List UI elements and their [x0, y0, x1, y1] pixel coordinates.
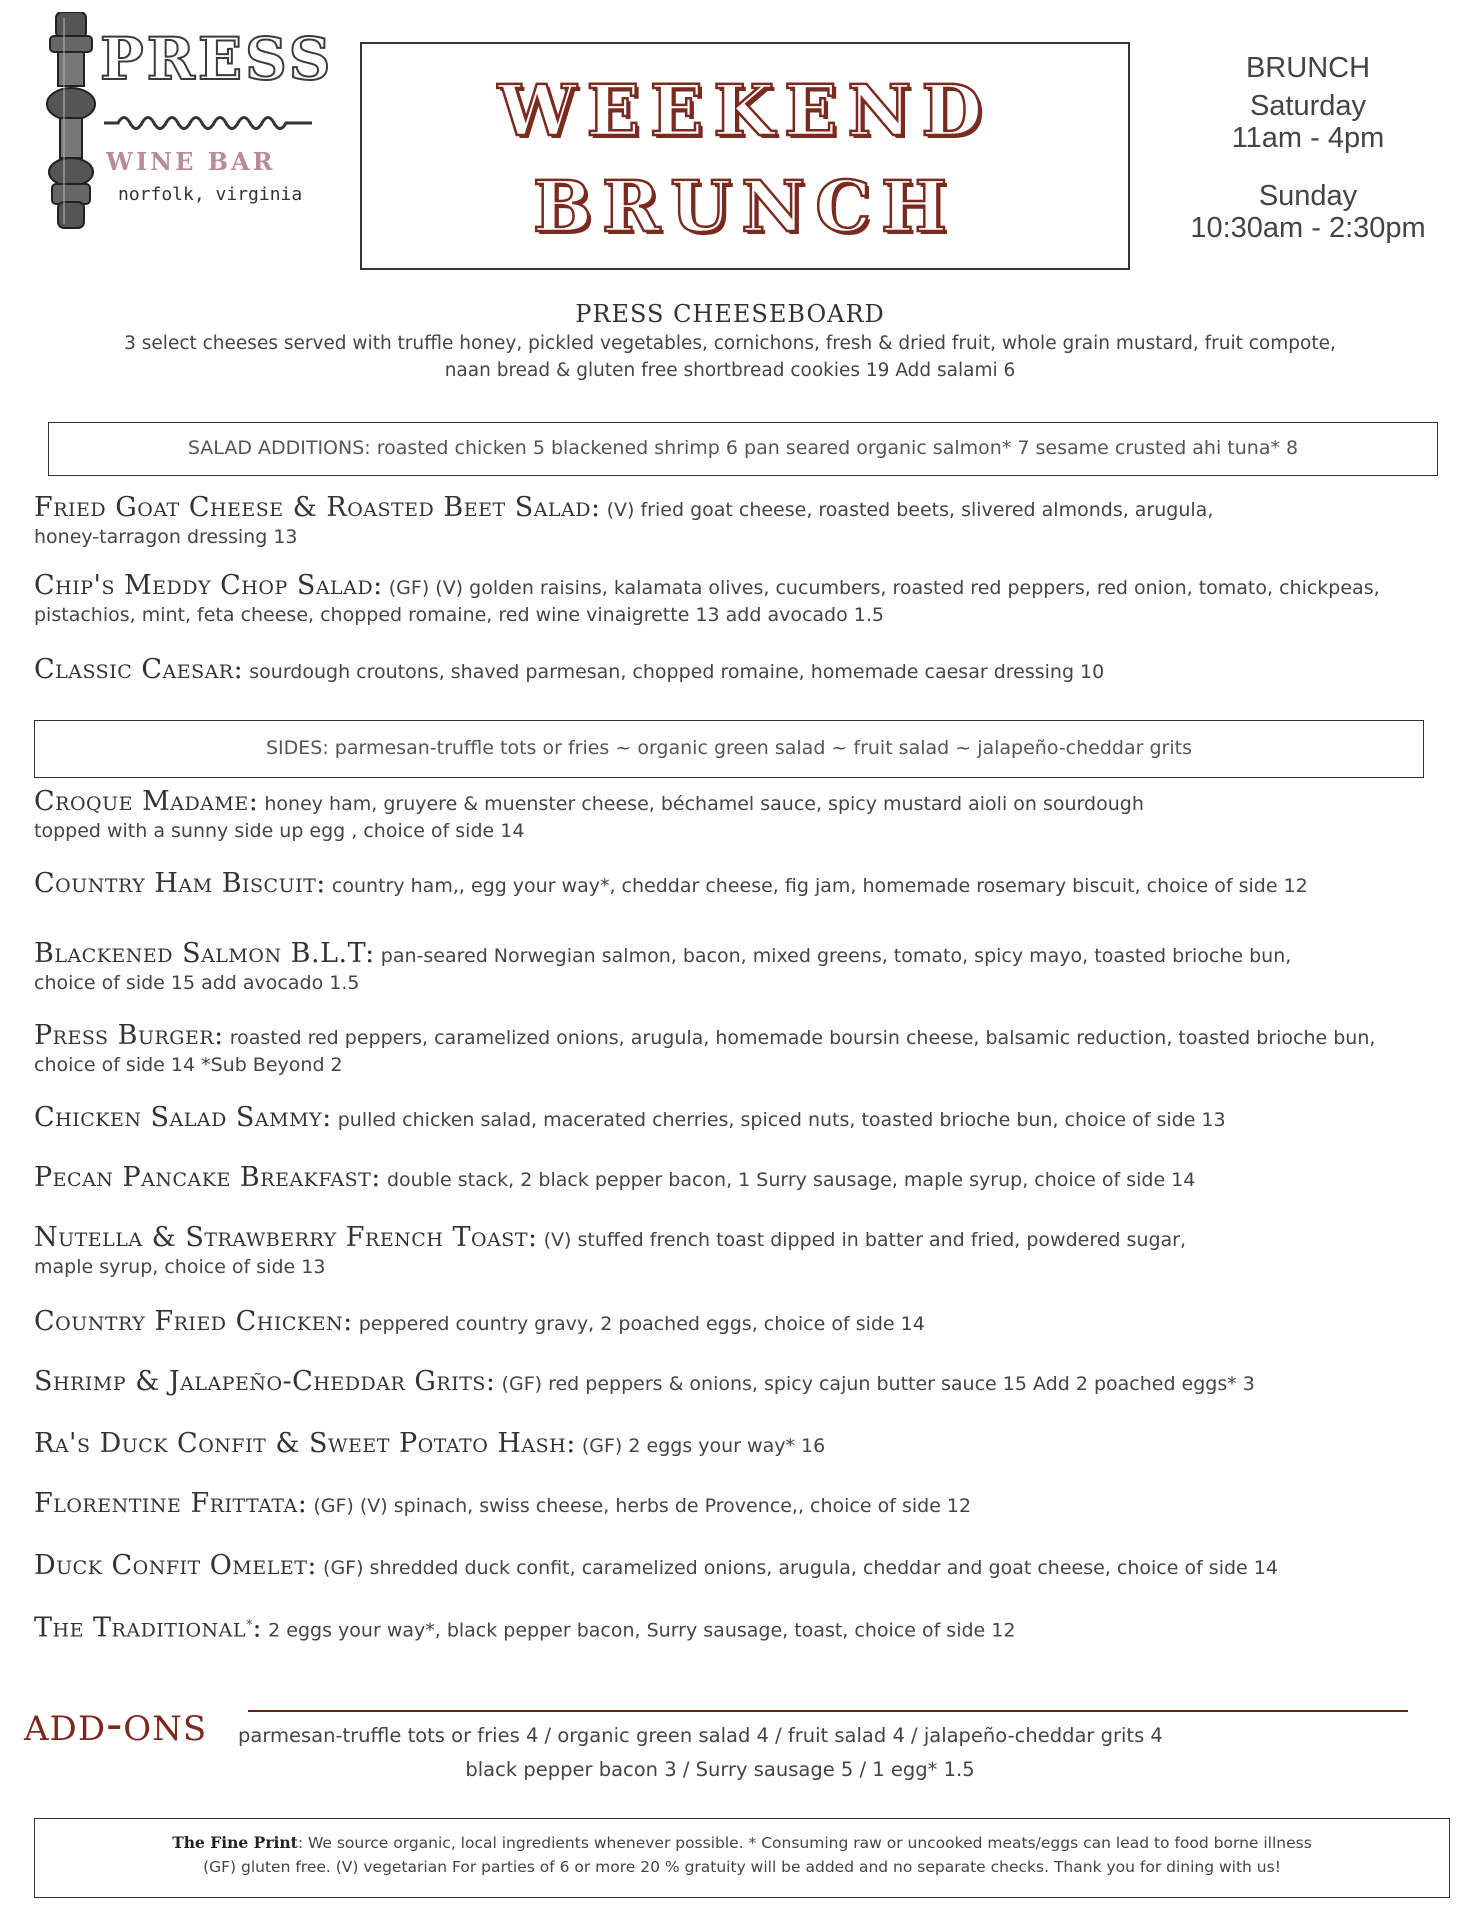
- menu-item-description: roasted red peppers, caramelized onions, arugula, homemade boursin cheese, balsamic reduction, toasted brioche bun,: [223, 1027, 1376, 1049]
- hours-time-sunday: 10:30am - 2:30pm: [1190, 212, 1426, 244]
- menu-item-description: maple syrup, choice of side 13: [34, 1256, 326, 1278]
- menu-item: [34, 572, 1454, 629]
- logo-location: norfolk, virginia: [118, 184, 303, 205]
- fine-print-box: [34, 1818, 1450, 1898]
- logo-wine-bar: WINE BAR: [106, 147, 276, 176]
- cheeseboard-line: 3 select cheeses served with truffle honey, pickled vegetables, cornichons, fresh & dried fruit, whole grain mustard, fruit compote,: [124, 333, 1336, 354]
- fine-print-line: (GF) gluten free. (V) vegetarian For parties of 6 or more 20 % gratuity will be added and no separate checks. Thank you for dining with us!: [203, 1858, 1281, 1876]
- menu-item-name: Croque Madame:: [34, 786, 259, 817]
- menu-item: [34, 1368, 1454, 1398]
- menu-item-name: Press Burger:: [34, 1020, 224, 1051]
- menu-item-description: 2 eggs your way*, black pepper bacon, Surry sausage, toast, choice of side 12: [262, 1619, 1016, 1642]
- addons-line: parmesan-truffle tots or fries 4 / organic green salad 4 / fruit salad 4 / jalapeño-cheddar grits 4: [238, 1724, 1163, 1747]
- cheeseboard-description: [40, 330, 1420, 384]
- menu-item: [34, 870, 1454, 900]
- menu-item-description: (GF) shredded duck confit, caramelized onions, arugula, cheddar and goat cheese, choice of side 14: [317, 1557, 1278, 1579]
- menu-item-colon: :: [252, 1612, 263, 1644]
- menu-item-name: Nutella & Strawberry French Toast:: [34, 1222, 538, 1253]
- menu-item: [34, 494, 1454, 551]
- title-weekend: WEEKEND: [497, 69, 993, 152]
- hours-day-sunday: Sunday: [1258, 180, 1358, 212]
- menu-item: [34, 940, 1454, 997]
- fine-print-line: [35, 1831, 1449, 1855]
- menu-item-description: pistachios, mint, feta cheese, chopped romaine, red wine vinaigrette 13 add avocado 1.5: [34, 604, 884, 626]
- menu-item-name: Chicken Salad Sammy:: [34, 1102, 332, 1133]
- menu-item: [34, 1164, 1454, 1194]
- cheeseboard-title: PRESS CHEESEBOARD: [575, 300, 885, 328]
- menu-item: [34, 1308, 1454, 1338]
- menu-item-description: pulled chicken salad, macerated cherries, spiced nuts, toasted brioche bun, choice of side 13: [331, 1109, 1226, 1131]
- addons-line: black pepper bacon 3 / Surry sausage 5 / 1 egg* 1.5: [465, 1758, 975, 1781]
- menu-item-description: peppered country gravy, 2 poached eggs, choice of side 14: [352, 1313, 925, 1335]
- corkscrew-logo-icon: [36, 12, 106, 230]
- menu-item-description: honey ham, gruyere & muenster cheese, béchamel sauce, spicy mustard aioli on sourdough: [258, 793, 1144, 815]
- menu-item-name: Country Ham Biscuit:: [34, 868, 326, 899]
- cheeseboard-line: naan bread & gluten free shortbread cookies 19 Add salami 6: [444, 360, 1016, 381]
- menu-item-description: (V) fried goat cheese, roasted beets, slivered almonds, arugula,: [600, 499, 1214, 521]
- menu-item-description: pan-seared Norwegian salmon, bacon, mixed greens, tomato, spicy mayo, toasted brioche bun,: [374, 945, 1292, 967]
- menu-item: [34, 1430, 1454, 1460]
- menu-item-description: topped with a sunny side up egg , choice of side 14: [34, 820, 525, 842]
- menu-item-description: honey-tarragon dressing 13: [34, 526, 298, 548]
- hours-heading: BRUNCH: [1245, 52, 1371, 84]
- asterisk-mark: *: [246, 1618, 253, 1633]
- menu-item-name: Blackened Salmon B.L.T:: [34, 938, 375, 969]
- menu-item-description: (GF) (V) spinach, swiss cheese, herbs de Provence,, choice of side 12: [307, 1495, 972, 1517]
- addons-divider: [248, 1710, 1408, 1712]
- menu-item-description: choice of side 14 *Sub Beyond 2: [34, 1054, 343, 1076]
- addons-title: add-ons: [24, 1696, 208, 1752]
- menu-item-name: The Traditional: [34, 1612, 247, 1644]
- menu-item-description: (GF) red peppers & onions, spicy cajun butter sauce 15 Add 2 poached eggs* 3: [495, 1373, 1255, 1395]
- menu-item-description: (GF) 2 eggs your way* 16: [575, 1435, 826, 1457]
- salad-additions-box: SALAD ADDITIONS: roasted chicken 5 blackened shrimp 6 pan seared organic salmon* 7 sesame crusted ahi tuna* 8: [48, 422, 1438, 476]
- menu-item: [34, 1552, 1454, 1582]
- title-box: [360, 42, 1130, 270]
- menu-item-description: (GF) (V) golden raisins, kalamata olives, cucumbers, roasted red peppers, red onion, tomato, chickpeas,: [382, 577, 1380, 599]
- menu-item: [34, 1224, 1454, 1281]
- menu-item-description: double stack, 2 black pepper bacon, 1 Surry sausage, maple syrup, choice of side 14: [380, 1169, 1196, 1191]
- menu-item-description: (V) stuffed french toast dipped in batter and fried, powdered sugar,: [537, 1229, 1187, 1251]
- logo-press: PRESS: [100, 25, 334, 93]
- menu-item-name: Fried Goat Cheese & Roasted Beet Salad:: [34, 492, 601, 523]
- menu-item: [34, 788, 1454, 845]
- title-brunch: BRUNCH: [532, 165, 958, 248]
- menu-item-name: Chip's Meddy Chop Salad:: [34, 570, 383, 601]
- menu-item-description: choice of side 15 add avocado 1.5: [34, 972, 360, 994]
- menu-item: [34, 1104, 1454, 1134]
- menu-item-name: Florentine Frittata:: [34, 1488, 308, 1519]
- fine-print-label: The Fine Print: [172, 1833, 298, 1852]
- menu-item-description: country ham,, egg your way*, cheddar cheese, fig jam, homemade rosemary biscuit, choice of side 12: [325, 875, 1308, 897]
- menu-item: [34, 1022, 1454, 1079]
- sides-box: SIDES: parmesan-truffle tots or fries ~ organic green salad ~ fruit salad ~ jalapeño-cheddar grits: [34, 720, 1424, 778]
- hours-time-saturday: 11am - 4pm: [1231, 122, 1385, 154]
- hours-day-saturday: Saturday: [1249, 90, 1367, 122]
- menu-item: [34, 1490, 1454, 1520]
- menu-item-name: Shrimp & Jalapeño-Cheddar Grits:: [34, 1366, 496, 1397]
- menu-item-name: Pecan Pancake Breakfast:: [34, 1162, 381, 1193]
- menu-item-name: Classic Caesar:: [34, 654, 244, 685]
- brunch-hours: [1168, 52, 1448, 244]
- corkscrew-spiral-icon: [104, 110, 314, 136]
- menu-item-name: Ra's Duck Confit & Sweet Potato Hash:: [34, 1428, 576, 1459]
- menu-item: [34, 656, 1454, 686]
- fine-print-text: : We source organic, local ingredients whenever possible. * Consuming raw or uncooked meats/eggs can lead to food borne illness: [297, 1834, 1312, 1852]
- menu-item-name: Duck Confit Omelet:: [34, 1550, 317, 1581]
- menu-item: [34, 1612, 1454, 1644]
- menu-item-name: Country Fried Chicken:: [34, 1306, 353, 1337]
- menu-item-description: sourdough croutons, shaved parmesan, chopped romaine, homemade caesar dressing 10: [243, 661, 1105, 683]
